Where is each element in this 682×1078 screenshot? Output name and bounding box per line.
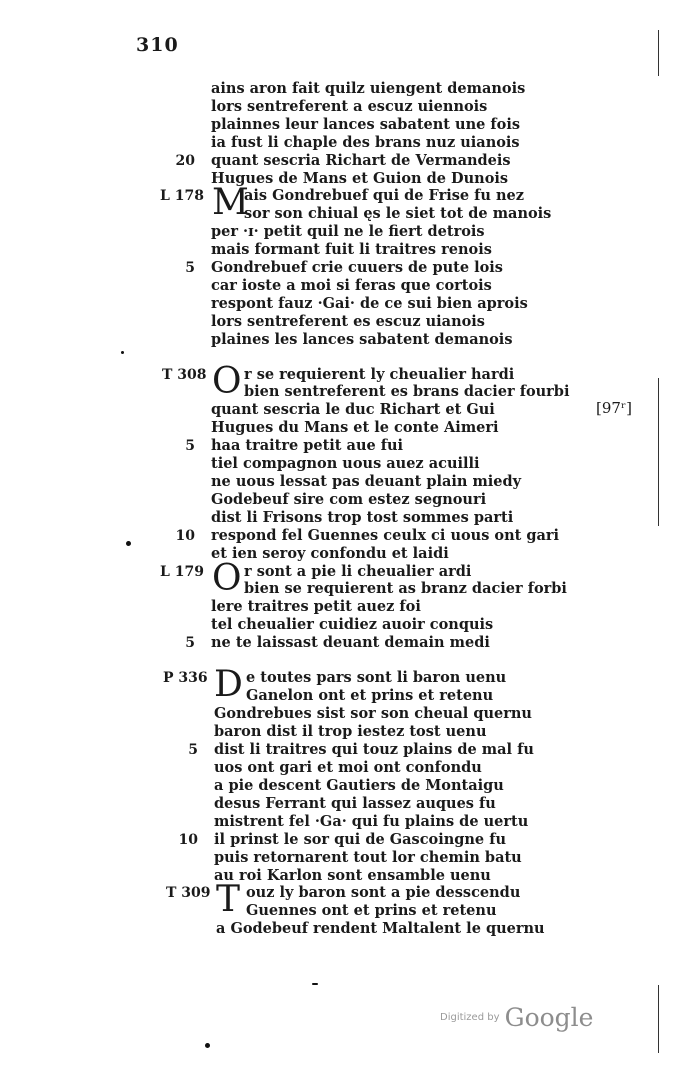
verse-line: ne te laissast deuant demain medi [211, 634, 490, 651]
drop-cap: M [212, 182, 249, 223]
verse-line: r se requierent ly cheualier hardi [244, 366, 515, 383]
verse-line: quant sescria le duc Richart et Gui [211, 401, 495, 418]
verse-line: Godebeuf sire com estez segnouri [211, 491, 487, 508]
verse-line: puis retornarent tout lor chemin batu [214, 849, 522, 866]
verse-line: sor son chiual ęs le siet tot de manois [244, 205, 552, 222]
manuscript-siglum: L 179 [160, 564, 204, 580]
verse-line: haa traitre petit aue fui [211, 437, 404, 454]
line-number: 10 [175, 528, 195, 544]
watermark-prefix: Digitized by [440, 1012, 500, 1023]
margin-rule [658, 378, 659, 526]
verse-line: per ·ɪ· petit quil ne le fiert detrois [211, 223, 485, 240]
verse-line: dist li traitres qui touz plains de mal fu [214, 741, 534, 758]
manuscript-siglum: P 336 [163, 670, 208, 686]
verse-line: au roi Karlon sont ensamble uenu [214, 867, 491, 884]
verse-line: il prinst le sor qui de Gascoingne fu [214, 831, 506, 848]
verse-line: Hugues du Mans et le conte Aimeri [211, 419, 499, 436]
verse-line: plainnes leur lances sabatent une fois [211, 116, 520, 133]
google-logo: Google [504, 1003, 594, 1032]
line-number: 5 [185, 635, 195, 651]
line-number: 5 [185, 438, 195, 454]
verse-line: mais formant fuit li traitres renois [211, 241, 492, 258]
digitized-watermark [440, 1003, 593, 1032]
verse-line: baron dist il trop iestez tost uenu [214, 723, 487, 740]
verse-line: et ien seroy confondu et laidi [211, 545, 449, 562]
verse-line: desus Ferrant qui lassez auques fu [214, 795, 496, 812]
drop-cap: D [214, 664, 243, 705]
verse-line: uos ont gari et moi ont confondu [214, 759, 482, 776]
verse-line: ne uous lessat pas deuant plain miedy [211, 473, 522, 490]
verse-line: respont fauz ·Gai· de ce sui bien aprois [211, 295, 528, 312]
verse-line: tiel compagnon uous auez acuilli [211, 455, 480, 472]
line-number: 20 [175, 153, 195, 169]
page-number: 310 [136, 34, 179, 56]
verse-line: respond fel Guennes ceulx ci uous ont gari [211, 527, 560, 544]
manuscript-siglum: T 309 [166, 885, 211, 901]
drop-cap: T [216, 879, 241, 920]
verse-line: dist li Frisons trop tost sommes parti [211, 509, 514, 526]
ink-speck [312, 983, 318, 985]
verse-line: lors sentreferent a escuz uiennois [211, 98, 488, 115]
verse-line: car ioste a moi si feras que cortois [211, 277, 492, 294]
verse-line: lere traitres petit auez foi [211, 598, 421, 615]
verse-line: ia fust li chaple des brans nuz uianois [211, 134, 520, 151]
ink-speck [126, 541, 131, 546]
drop-cap: O [212, 558, 242, 599]
verse-line: a pie descent Gautiers de Montaigu [214, 777, 504, 794]
folio-marker: [97ʳ] [596, 399, 632, 417]
verse-line: plaines les lances sabatent demanois [211, 331, 513, 348]
margin-rule [658, 985, 659, 1053]
verse-line: Hugues de Mans et Guion de Dunois [211, 170, 509, 187]
verse-line: lors sentreferent es escuz uianois [211, 313, 485, 330]
line-number: 5 [185, 260, 195, 276]
verse-line: Gondrebuef crie cuuers de pute lois [211, 259, 503, 276]
manuscript-siglum: L 178 [160, 188, 204, 204]
verse-line: bien sentreferent es brans dacier fourbi [244, 383, 570, 400]
manuscript-siglum: T 308 [162, 367, 207, 383]
verse-line: ais Gondrebuef qui de Frise fu nez [244, 187, 525, 204]
verse-line: ouz ly baron sont a pie desscendu [246, 884, 521, 901]
verse-line: Gondrebues sist sor son cheual quernu [214, 705, 532, 722]
verse-line: ains aron fait quilz uiengent demanois [211, 80, 526, 97]
verse-line: bien se requierent as branz dacier forbi [244, 580, 567, 597]
verse-line: e toutes pars sont li baron uenu [246, 669, 507, 686]
ink-speck [121, 351, 124, 354]
verse-line: quant sescria Richart de Vermandeis [211, 152, 511, 169]
verse-line: a Godebeuf rendent Maltalent le quernu [216, 920, 545, 937]
ink-speck [205, 1043, 210, 1048]
verse-line: Guennes ont et prins et retenu [246, 902, 497, 919]
margin-rule [658, 30, 659, 76]
verse-line: r sont a pie li cheualier ardi [244, 563, 472, 580]
verse-line: Ganelon ont et prins et retenu [246, 687, 494, 704]
line-number: 10 [178, 832, 198, 848]
line-number: 5 [188, 742, 198, 758]
verse-line: mistrent fel ·Ga· qui fu plains de uertu [214, 813, 529, 830]
verse-line: tel cheualier cuidiez auoir conquis [211, 616, 494, 633]
drop-cap: O [212, 361, 242, 402]
